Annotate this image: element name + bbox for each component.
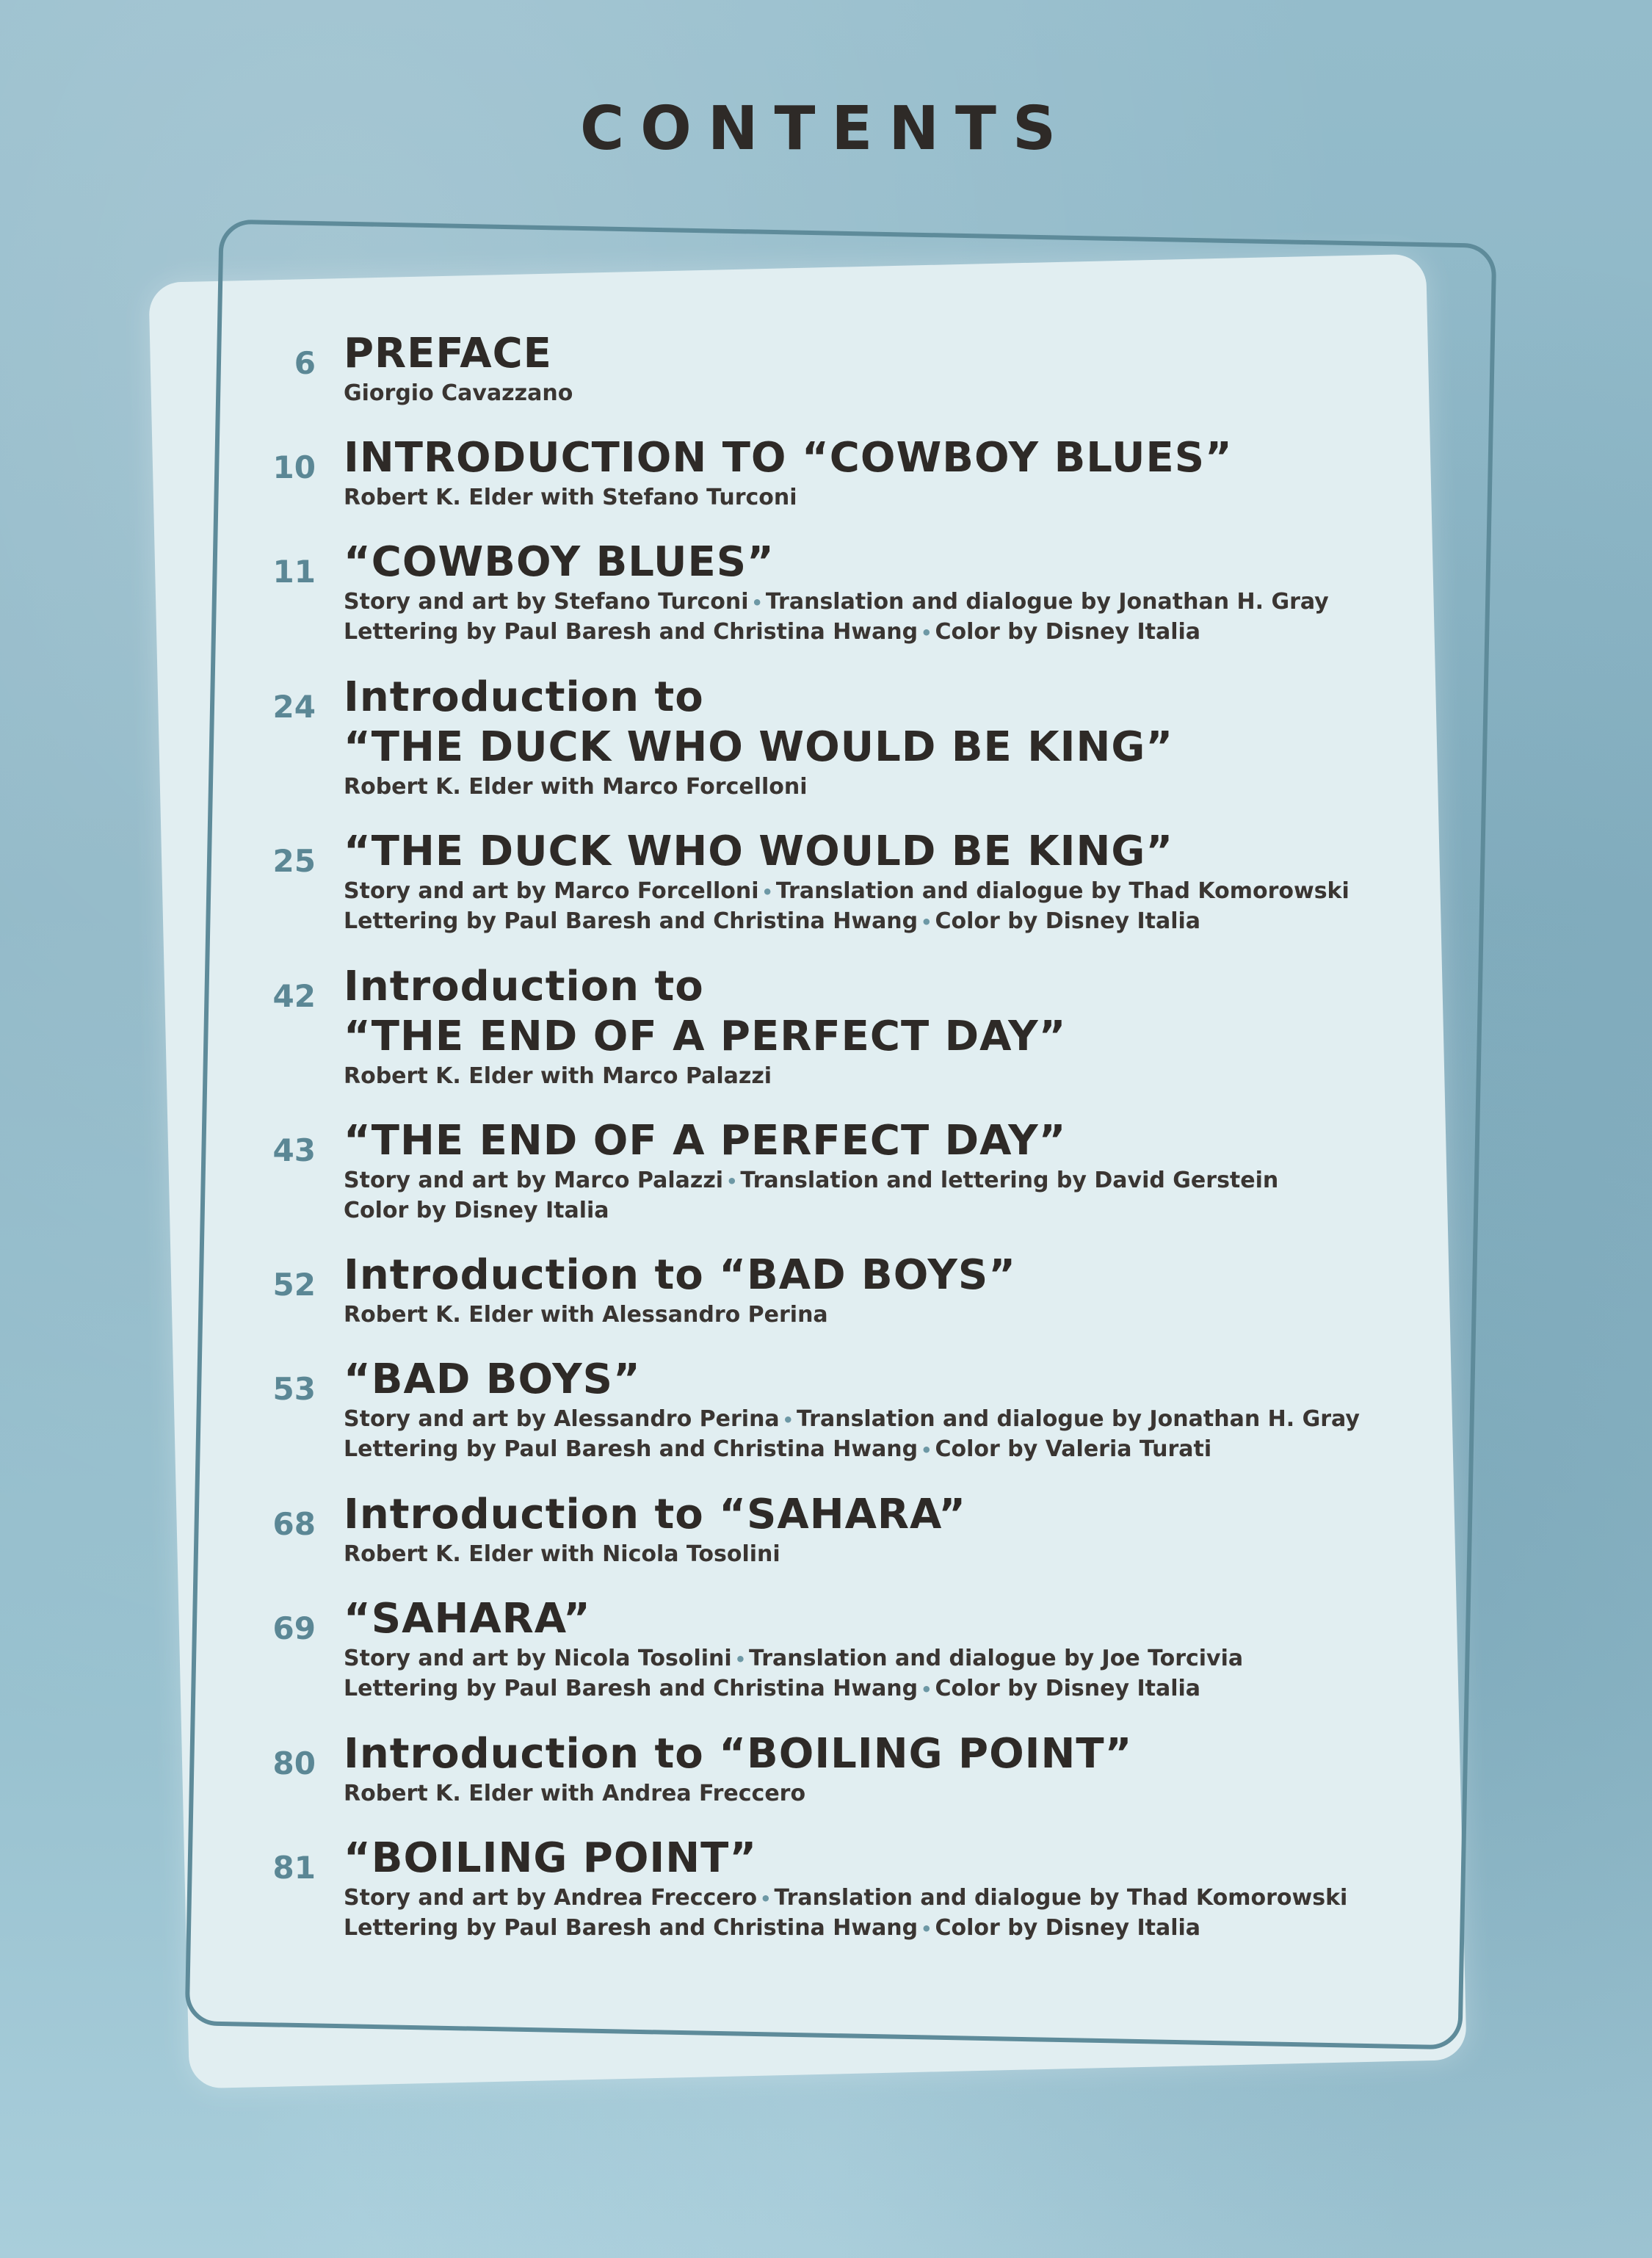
page-number: 10 xyxy=(272,449,316,485)
page-number: 42 xyxy=(272,978,316,1014)
entry-title: “BAD BOYS” xyxy=(344,1356,641,1403)
page-title: CONTENTS xyxy=(579,94,1073,164)
bullet-separator: • xyxy=(751,593,763,613)
toc-entry[interactable] xyxy=(264,1116,1410,1226)
entry-credit: Robert K. Elder with Stefano Turconi xyxy=(344,485,797,510)
story-art-credit: Story and art by Marco Palazzi xyxy=(344,1168,724,1193)
color-credit: Color by Disney Italia xyxy=(935,1915,1201,1941)
translation-credit: Translation and dialogue by Thad Komorowski xyxy=(775,878,1350,904)
entry-credit-line-1 xyxy=(344,1405,1410,1435)
table-of-contents xyxy=(264,329,1410,1969)
entry-credit-line-2 xyxy=(344,618,1410,648)
entry-credit: Robert K. Elder with Alessandro Perina xyxy=(344,1302,828,1328)
entry-credit-line-2: Color by Disney Italia xyxy=(344,1198,609,1223)
entry-credit-line-1 xyxy=(344,877,1410,907)
entry-title: “BOILING POINT” xyxy=(344,1834,758,1882)
entry-title: Introduction to “SAHARA” xyxy=(344,1491,967,1538)
bullet-separator: • xyxy=(921,1919,932,1939)
toc-entry[interactable] xyxy=(264,827,1410,937)
translation-credit: Translation and dialogue by Thad Komorowski xyxy=(774,1885,1348,1911)
entry-title: “THE DUCK WHO WOULD BE KING” xyxy=(344,828,1174,875)
lettering-credit: Lettering by Paul Baresh and Christina Hwang xyxy=(344,908,919,934)
translation-credit: Translation and dialogue by Jonathan H. Gray xyxy=(797,1406,1360,1432)
page-number: 69 xyxy=(272,1610,316,1646)
bullet-separator: • xyxy=(921,1679,932,1700)
bullet-separator: • xyxy=(761,882,773,902)
bullet-separator: • xyxy=(734,1649,747,1670)
story-art-credit: Story and art by Alessandro Perina xyxy=(344,1406,780,1432)
bullet-separator: • xyxy=(760,1889,772,1909)
lettering-credit: Lettering by Paul Baresh and Christina Hwang xyxy=(344,619,919,645)
entry-title xyxy=(344,673,1410,772)
entry-credit: Robert K. Elder with Andrea Freccero xyxy=(344,1781,806,1806)
entry-credit-line-1 xyxy=(344,587,1410,618)
entry-credit-line-2 xyxy=(344,1914,1410,1944)
toc-entry[interactable] xyxy=(264,1729,1410,1809)
toc-entry[interactable] xyxy=(264,433,1410,513)
lettering-credit: Lettering by Paul Baresh and Christina Hwang xyxy=(344,1676,919,1701)
entry-title: Introduction to “BOILING POINT” xyxy=(344,1730,1133,1778)
toc-entry[interactable] xyxy=(264,673,1410,802)
color-credit: Color by Disney Italia xyxy=(935,619,1201,645)
entry-credit: Robert K. Elder with Marco Forcelloni xyxy=(344,774,808,800)
toc-entry[interactable] xyxy=(264,1490,1410,1569)
page-number: 25 xyxy=(272,843,316,879)
toc-entry[interactable] xyxy=(264,1594,1410,1704)
toc-entry[interactable] xyxy=(264,538,1410,648)
entry-title: Introduction to “BAD BOYS” xyxy=(344,1251,1017,1299)
color-credit: Color by Valeria Turati xyxy=(935,1436,1212,1462)
entry-credit: Robert K. Elder with Marco Palazzi xyxy=(344,1063,772,1089)
entry-title: “COWBOY BLUES” xyxy=(344,538,775,586)
toc-entry[interactable] xyxy=(264,962,1410,1091)
toc-entry[interactable] xyxy=(264,1355,1410,1465)
toc-entry[interactable] xyxy=(264,1834,1410,1944)
page-number: 11 xyxy=(272,554,316,590)
page-number: 6 xyxy=(294,345,316,381)
page-number: 81 xyxy=(272,1850,316,1886)
story-art-credit: Story and art by Nicola Tosolini xyxy=(344,1646,732,1671)
entry-title-line-2: “THE END OF A PERFECT DAY” xyxy=(344,1013,1067,1060)
page-number: 80 xyxy=(272,1745,316,1781)
bullet-separator: • xyxy=(782,1410,794,1430)
entry-credit-line-2 xyxy=(344,1674,1410,1704)
entry-credit-line-1 xyxy=(344,1166,1410,1196)
entry-title: “SAHARA” xyxy=(344,1595,591,1643)
page-number: 52 xyxy=(272,1267,316,1303)
color-credit: Color by Disney Italia xyxy=(935,908,1201,934)
entry-title-line-1: Introduction to xyxy=(344,673,704,721)
entry-credit-line-2 xyxy=(344,1435,1410,1465)
story-art-credit: Story and art by Marco Forcelloni xyxy=(344,878,759,904)
translation-credit: Translation and dialogue by Jonathan H. Gray xyxy=(765,589,1329,615)
translation-credit: Translation and lettering by David Gerstein xyxy=(740,1168,1279,1193)
entry-title: PREFACE xyxy=(344,330,552,377)
entry-credit: Robert K. Elder with Nicola Tosolini xyxy=(344,1541,780,1567)
bullet-separator: • xyxy=(921,623,932,643)
story-art-credit: Story and art by Andrea Freccero xyxy=(344,1885,758,1911)
entry-credit: Giorgio Cavazzano xyxy=(344,380,573,406)
entry-credit-line-1 xyxy=(344,1644,1410,1674)
entry-credit-line-2 xyxy=(344,907,1410,937)
entry-title xyxy=(344,962,1410,1062)
entry-credit-line-1 xyxy=(344,1884,1410,1914)
lettering-credit: Lettering by Paul Baresh and Christina Hwang xyxy=(344,1436,919,1462)
toc-entry[interactable] xyxy=(264,329,1410,408)
entry-title-line-2: “THE DUCK WHO WOULD BE KING” xyxy=(344,723,1174,771)
bullet-separator: • xyxy=(921,1440,932,1461)
lettering-credit: Lettering by Paul Baresh and Christina Hwang xyxy=(344,1915,919,1941)
entry-title: INTRODUCTION TO “COWBOY BLUES” xyxy=(344,434,1233,482)
bullet-separator: • xyxy=(726,1171,738,1192)
translation-credit: Translation and dialogue by Joe Torcivia xyxy=(749,1646,1244,1671)
page-number: 24 xyxy=(272,689,316,725)
toc-entry[interactable] xyxy=(264,1251,1410,1330)
entry-title: “THE END OF A PERFECT DAY” xyxy=(344,1117,1067,1165)
color-credit: Color by Disney Italia xyxy=(935,1676,1201,1701)
page-number: 68 xyxy=(272,1506,316,1542)
entry-title-line-1: Introduction to xyxy=(344,963,704,1010)
page-number: 43 xyxy=(272,1132,316,1168)
page-number: 53 xyxy=(272,1371,316,1407)
story-art-credit: Story and art by Stefano Turconi xyxy=(344,589,749,615)
bullet-separator: • xyxy=(921,912,932,933)
